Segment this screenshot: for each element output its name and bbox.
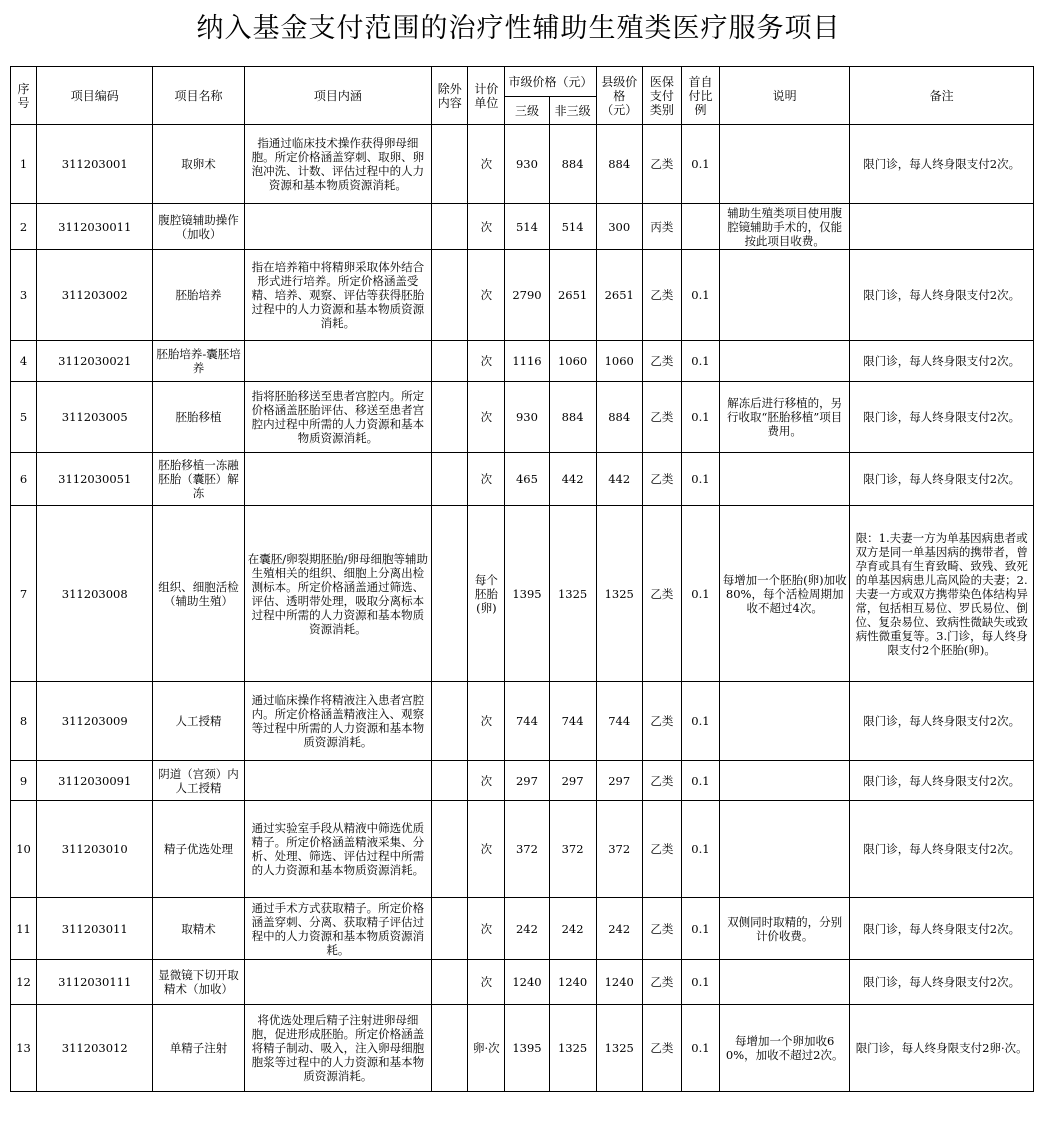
row-price-county: 1325 — [596, 506, 642, 682]
row-seq: 4 — [11, 341, 37, 382]
row-name: 胚胎移植 — [153, 382, 244, 453]
row-remark: 限门诊，每人终身限支付2次。 — [850, 250, 1034, 341]
header-remark: 备注 — [850, 67, 1034, 125]
table-row — [11, 204, 1034, 250]
row-explanation: 双侧同时取精的，分别计价收费。 — [720, 898, 850, 960]
row-remark: 限门诊，每人终身限支付2次。 — [850, 125, 1034, 204]
row-code: 311203005 — [37, 382, 153, 453]
header-county-price: 县级价格（元） — [596, 67, 642, 125]
service-items-table — [10, 66, 1034, 1092]
row-price-tier3: 465 — [505, 453, 549, 506]
row-seq: 9 — [11, 761, 37, 801]
row-code: 311203002 — [37, 250, 153, 341]
row-remark: 限门诊，每人终身限支付2次。 — [850, 682, 1034, 761]
row-price-tier3: 2790 — [505, 250, 549, 341]
row-price-county: 744 — [596, 682, 642, 761]
row-price-non-tier3: 884 — [549, 125, 596, 204]
row-insurance-category: 乙类 — [642, 960, 681, 1005]
row-name: 胚胎移植一冻融胚胎（囊胚）解冻 — [153, 453, 244, 506]
row-self-ratio: 0.1 — [681, 960, 719, 1005]
row-price-county: 1240 — [596, 960, 642, 1005]
row-content: 指在培养箱中将精卵采取体外结合形式进行培养。所定价格涵盖受精、培养、观察、评估等获得胚胎过程中的人力资源和基本物质资源消耗。 — [244, 250, 432, 341]
row-price-county: 300 — [596, 204, 642, 250]
row-insurance-category: 乙类 — [642, 898, 681, 960]
row-seq: 8 — [11, 682, 37, 761]
row-price-non-tier3: 514 — [549, 204, 596, 250]
row-self-ratio: 0.1 — [681, 341, 719, 382]
row-price-non-tier3: 1325 — [549, 506, 596, 682]
row-name: 显微镜下切开取精术（加收） — [153, 960, 244, 1005]
header-seq: 序号 — [11, 67, 37, 125]
row-content — [244, 761, 432, 801]
row-code: 311203011 — [37, 898, 153, 960]
row-code: 311203010 — [37, 801, 153, 898]
row-explanation: 每增加一个卵加收60%，加收不超过2次。 — [720, 1005, 850, 1092]
row-insurance-category: 乙类 — [642, 341, 681, 382]
row-price-non-tier3: 242 — [549, 898, 596, 960]
row-unit: 次 — [468, 125, 505, 204]
row-price-county: 2651 — [596, 250, 642, 341]
header-name: 项目名称 — [153, 67, 244, 125]
row-seq: 1 — [11, 125, 37, 204]
row-name: 人工授精 — [153, 682, 244, 761]
row-seq: 7 — [11, 506, 37, 682]
row-insurance-category: 乙类 — [642, 382, 681, 453]
header-city-price: 市级价格（元） — [505, 67, 596, 97]
row-seq: 3 — [11, 250, 37, 341]
row-self-ratio — [681, 204, 719, 250]
row-price-tier3: 1395 — [505, 506, 549, 682]
row-seq: 5 — [11, 382, 37, 453]
row-explanation: 解冻后进行移植的，另行收取“胚胎移植”项目费用。 — [720, 382, 850, 453]
page-title: 纳入基金支付范围的治疗性辅助生殖类医疗服务项目 — [196, 13, 841, 44]
row-unit: 每个胚胎(卵) — [468, 506, 505, 682]
table-row — [11, 506, 1034, 682]
row-price-tier3: 514 — [505, 204, 549, 250]
row-self-ratio: 0.1 — [681, 382, 719, 453]
table-row — [11, 341, 1034, 382]
row-price-tier3: 1116 — [505, 341, 549, 382]
row-code: 311203009 — [37, 682, 153, 761]
row-explanation — [720, 341, 850, 382]
table-row — [11, 898, 1034, 960]
row-self-ratio: 0.1 — [681, 506, 719, 682]
row-excluded — [432, 801, 468, 898]
row-explanation — [720, 801, 850, 898]
row-insurance-category: 乙类 — [642, 1005, 681, 1092]
row-remark: 限门诊，每人终身限支付2卵·次。 — [850, 1005, 1034, 1092]
table-row — [11, 960, 1034, 1005]
row-remark: 限：1.夫妻一方为单基因病患者或双方是同一单基因病的携带者，曾孕育或具有生育致畸、致残、致死的单基因病患儿高风险的夫妻；2.夫妻一方或双方携带染色体结构异常，包括相互易位、罗氏易位、倒位、复杂易位、致病性微缺失或致病性微重复等。3.门诊，每人终身限支付2个胚胎(卵)。 — [850, 506, 1034, 682]
row-price-tier3: 930 — [505, 382, 549, 453]
row-code: 3112030091 — [37, 761, 153, 801]
row-content: 通过临床操作将精液注入患者宫腔内。所定价格涵盖精液注入、观察等过程中所需的人力资源和基本物质资源消耗。 — [244, 682, 432, 761]
row-excluded — [432, 682, 468, 761]
row-price-non-tier3: 1060 — [549, 341, 596, 382]
row-unit: 次 — [468, 250, 505, 341]
row-price-non-tier3: 884 — [549, 382, 596, 453]
header-explanation: 说明 — [720, 67, 850, 125]
row-name: 单精子注射 — [153, 1005, 244, 1092]
row-content: 在囊胚/卵裂期胚胎/卵母细胞等辅助生殖相关的组织、细胞上分离出检测标本。所定价格涵盖通过筛选、评估、透明带处理，吸取分离标本过程中所需的人力资源和基本物质资源消耗。 — [244, 506, 432, 682]
row-explanation: 辅助生殖类项目使用腹腔镜辅助手术的，仅能按此项目收费。 — [720, 204, 850, 250]
row-price-non-tier3: 297 — [549, 761, 596, 801]
row-explanation — [720, 453, 850, 506]
row-price-tier3: 372 — [505, 801, 549, 898]
row-code: 3112030011 — [37, 204, 153, 250]
row-name: 取卵术 — [153, 125, 244, 204]
row-code: 311203012 — [37, 1005, 153, 1092]
header-code: 项目编码 — [37, 67, 153, 125]
row-seq: 10 — [11, 801, 37, 898]
row-self-ratio: 0.1 — [681, 453, 719, 506]
row-remark: 限门诊，每人终身限支付2次。 — [850, 382, 1034, 453]
row-insurance-category: 乙类 — [642, 125, 681, 204]
row-excluded — [432, 761, 468, 801]
header-non-tier3: 非三级 — [549, 97, 596, 125]
row-unit: 次 — [468, 341, 505, 382]
row-content: 将优选处理后精子注射进卵母细胞，促进形成胚胎。所定价格涵盖将精子制动、吸入，注入卵母细胞胞浆等过程中的人力资源和基本物质资源消耗。 — [244, 1005, 432, 1092]
row-content — [244, 453, 432, 506]
row-content: 通过手术方式获取精子。所定价格涵盖穿刺、分离、获取精子评估过程中的人力资源和基本物质资源消耗。 — [244, 898, 432, 960]
row-price-non-tier3: 2651 — [549, 250, 596, 341]
row-self-ratio: 0.1 — [681, 761, 719, 801]
row-excluded — [432, 204, 468, 250]
row-name: 腹腔镜辅助操作（加收） — [153, 204, 244, 250]
header-content: 项目内涵 — [244, 67, 432, 125]
row-self-ratio: 0.1 — [681, 801, 719, 898]
row-excluded — [432, 1005, 468, 1092]
row-unit: 次 — [468, 960, 505, 1005]
row-price-county: 242 — [596, 898, 642, 960]
row-price-non-tier3: 744 — [549, 682, 596, 761]
row-insurance-category: 乙类 — [642, 453, 681, 506]
row-seq: 2 — [11, 204, 37, 250]
row-explanation: 每增加一个胚胎(卵)加收80%，每个活检周期加收不超过4次。 — [720, 506, 850, 682]
table-row — [11, 382, 1034, 453]
row-unit: 次 — [468, 801, 505, 898]
row-remark: 限门诊，每人终身限支付2次。 — [850, 898, 1034, 960]
row-price-tier3: 242 — [505, 898, 549, 960]
header-unit: 计价单位 — [468, 67, 505, 125]
row-unit: 次 — [468, 761, 505, 801]
table-row — [11, 801, 1034, 898]
row-price-county: 372 — [596, 801, 642, 898]
row-seq: 6 — [11, 453, 37, 506]
row-excluded — [432, 506, 468, 682]
table-row — [11, 682, 1034, 761]
row-remark: 限门诊，每人终身限支付2次。 — [850, 960, 1034, 1005]
row-remark: 限门诊，每人终身限支付2次。 — [850, 341, 1034, 382]
row-excluded — [432, 453, 468, 506]
row-price-non-tier3: 442 — [549, 453, 596, 506]
row-excluded — [432, 125, 468, 204]
row-self-ratio: 0.1 — [681, 125, 719, 204]
row-insurance-category: 丙类 — [642, 204, 681, 250]
row-explanation — [720, 125, 850, 204]
row-content: 通过实验室手段从精液中筛选优质精子。所定价格涵盖精液采集、分析、处理、筛选、评估过程中所需的人力资源和基本物质资源消耗。 — [244, 801, 432, 898]
row-code: 311203008 — [37, 506, 153, 682]
row-name: 取精术 — [153, 898, 244, 960]
row-price-county: 297 — [596, 761, 642, 801]
row-name: 胚胎培养-囊胚培养 — [153, 341, 244, 382]
row-name: 组织、细胞活检（辅助生殖） — [153, 506, 244, 682]
row-seq: 11 — [11, 898, 37, 960]
row-content: 指将胚胎移送至患者宫腔内。所定价格涵盖胚胎评估、移送至患者宫腔内过程中所需的人力资源和基本物质资源消耗。 — [244, 382, 432, 453]
row-name: 阴道（宫颈）内人工授精 — [153, 761, 244, 801]
row-self-ratio: 0.1 — [681, 898, 719, 960]
header-excluded: 除外内容 — [432, 67, 468, 125]
row-unit: 次 — [468, 682, 505, 761]
row-content — [244, 960, 432, 1005]
row-explanation — [720, 960, 850, 1005]
row-excluded — [432, 898, 468, 960]
row-self-ratio: 0.1 — [681, 250, 719, 341]
row-excluded — [432, 250, 468, 341]
table-row — [11, 453, 1034, 506]
row-name: 精子优选处理 — [153, 801, 244, 898]
row-content — [244, 341, 432, 382]
row-price-tier3: 297 — [505, 761, 549, 801]
table-row — [11, 1005, 1034, 1092]
row-seq: 13 — [11, 1005, 37, 1092]
row-content — [244, 204, 432, 250]
row-price-non-tier3: 372 — [549, 801, 596, 898]
row-unit: 次 — [468, 204, 505, 250]
row-code: 3112030021 — [37, 341, 153, 382]
header-tier3: 三级 — [505, 97, 549, 125]
row-content: 指通过临床技术操作获得卵母细胞。所定价格涵盖穿刺、取卵、卵泡冲洗、计数、评估过程中的人力资源和基本物质资源消耗。 — [244, 125, 432, 204]
row-code: 3112030111 — [37, 960, 153, 1005]
row-code: 311203001 — [37, 125, 153, 204]
row-remark: 限门诊，每人终身限支付2次。 — [850, 453, 1034, 506]
table-row — [11, 125, 1034, 204]
row-unit: 次 — [468, 898, 505, 960]
row-insurance-category: 乙类 — [642, 801, 681, 898]
row-price-tier3: 1240 — [505, 960, 549, 1005]
row-explanation — [720, 682, 850, 761]
row-self-ratio: 0.1 — [681, 682, 719, 761]
row-explanation — [720, 761, 850, 801]
row-price-county: 442 — [596, 453, 642, 506]
row-price-non-tier3: 1240 — [549, 960, 596, 1005]
row-excluded — [432, 960, 468, 1005]
header-self-ratio: 首自付比例 — [681, 67, 719, 125]
row-remark — [850, 204, 1034, 250]
row-price-county: 1060 — [596, 341, 642, 382]
row-excluded — [432, 341, 468, 382]
row-price-county: 884 — [596, 382, 642, 453]
row-insurance-category: 乙类 — [642, 250, 681, 341]
row-remark: 限门诊，每人终身限支付2次。 — [850, 801, 1034, 898]
row-unit: 卵·次 — [468, 1005, 505, 1092]
row-price-tier3: 930 — [505, 125, 549, 204]
row-insurance-category: 乙类 — [642, 682, 681, 761]
row-code: 3112030051 — [37, 453, 153, 506]
header-insurance: 医保支付类别 — [642, 67, 681, 125]
row-explanation — [720, 250, 850, 341]
row-price-tier3: 744 — [505, 682, 549, 761]
row-name: 胚胎培养 — [153, 250, 244, 341]
row-remark: 限门诊，每人终身限支付2次。 — [850, 761, 1034, 801]
row-unit: 次 — [468, 382, 505, 453]
row-price-tier3: 1395 — [505, 1005, 549, 1092]
row-insurance-category: 乙类 — [642, 761, 681, 801]
row-insurance-category: 乙类 — [642, 506, 681, 682]
row-unit: 次 — [468, 453, 505, 506]
row-price-non-tier3: 1325 — [549, 1005, 596, 1092]
row-excluded — [432, 382, 468, 453]
row-seq: 12 — [11, 960, 37, 1005]
row-price-county: 884 — [596, 125, 642, 204]
table-row — [11, 250, 1034, 341]
row-self-ratio: 0.1 — [681, 1005, 719, 1092]
table-row — [11, 761, 1034, 801]
row-price-county: 1325 — [596, 1005, 642, 1092]
